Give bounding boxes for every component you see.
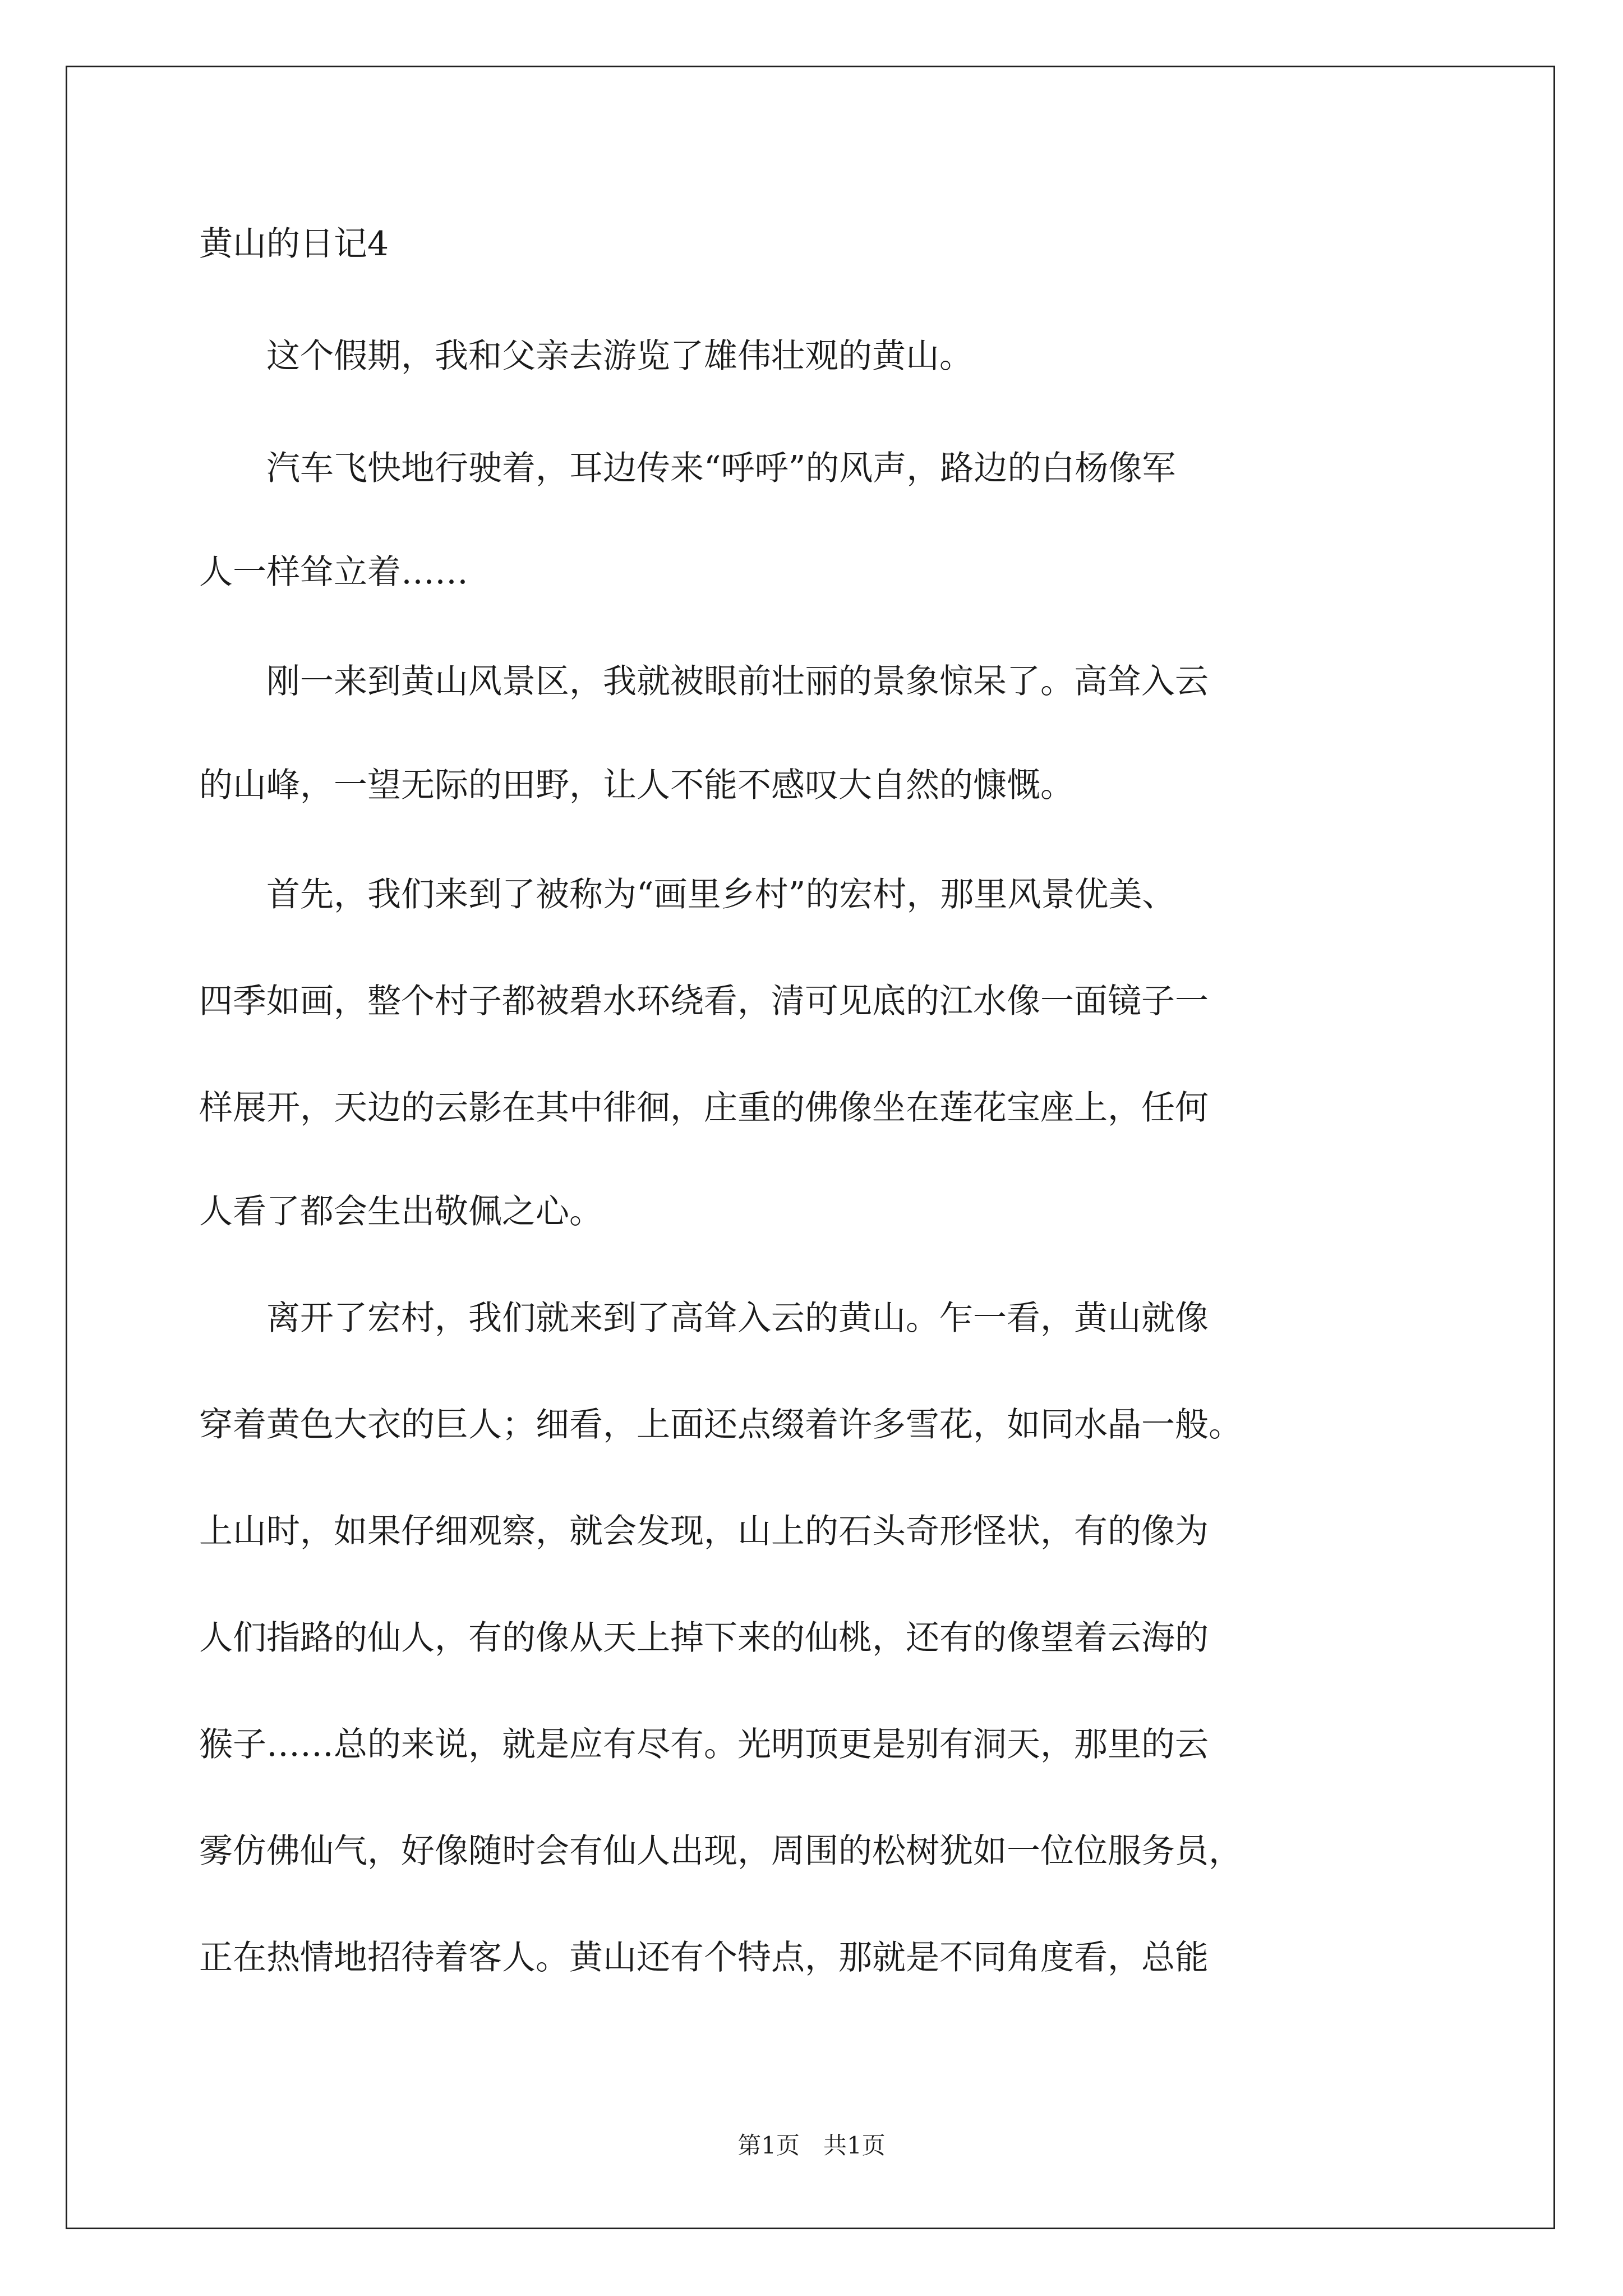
text-line: 的山峰，一望无际的田野，让人不能不感叹大自然的慷慨。 xyxy=(199,766,1074,805)
text-line: 人一样耸立着…… xyxy=(199,553,468,592)
text-line: 四季如画，整个村子都被碧水环绕看，清可见底的江水像一面镜子一 xyxy=(199,982,1209,1021)
text-line: 正在热情地招待着客人。黄山还有个特点，那就是不同角度看，总能 xyxy=(199,1938,1209,1977)
text-line: 样展开，天边的云影在其中徘徊，庄重的佛像坐在莲花宝座上，任何 xyxy=(199,1088,1209,1128)
text-line: 上山时，如果仔细观察，就会发现，山上的石头奇形怪状，有的像为 xyxy=(199,1512,1209,1551)
text-line: 刚一来到黄山风景区，我就被眼前壮丽的景象惊呆了。高耸入云 xyxy=(199,662,1209,701)
text-line: 人看了都会生出敬佩之心。 xyxy=(199,1192,603,1231)
text-line: 首先，我们来到了被称为“画里乡村”的宏村，那里风景优美、 xyxy=(199,875,1176,914)
text-line: 这个假期，我和父亲去游览了雄伟壮观的黄山。 xyxy=(199,337,973,376)
text-line: 穿着黄色大衣的巨人；细看，上面还点缀着许多雪花，如同水晶一般。 xyxy=(199,1405,1242,1444)
document-title: 黄山的日记4 xyxy=(199,224,389,264)
text-line: 汽车飞快地行驶着，耳边传来“呼呼”的风声，路边的白杨像军 xyxy=(199,449,1176,488)
text-line: 人们指路的仙人，有的像从天上掉下来的仙桃，还有的像望着云海的 xyxy=(199,1618,1209,1658)
page-border xyxy=(66,66,1555,2229)
page-number: 第1页 共1页 xyxy=(737,2132,886,2159)
text-line: 雾仿佛仙气，好像随时会有仙人出现，周围的松树犹如一位位服务员， xyxy=(199,1832,1242,1871)
text-line: 猴子……总的来说，就是应有尽有。光明顶更是别有洞天，那里的云 xyxy=(199,1725,1209,1764)
text-line: 离开了宏村，我们就来到了高耸入云的黄山。乍一看，黄山就像 xyxy=(199,1299,1209,1338)
